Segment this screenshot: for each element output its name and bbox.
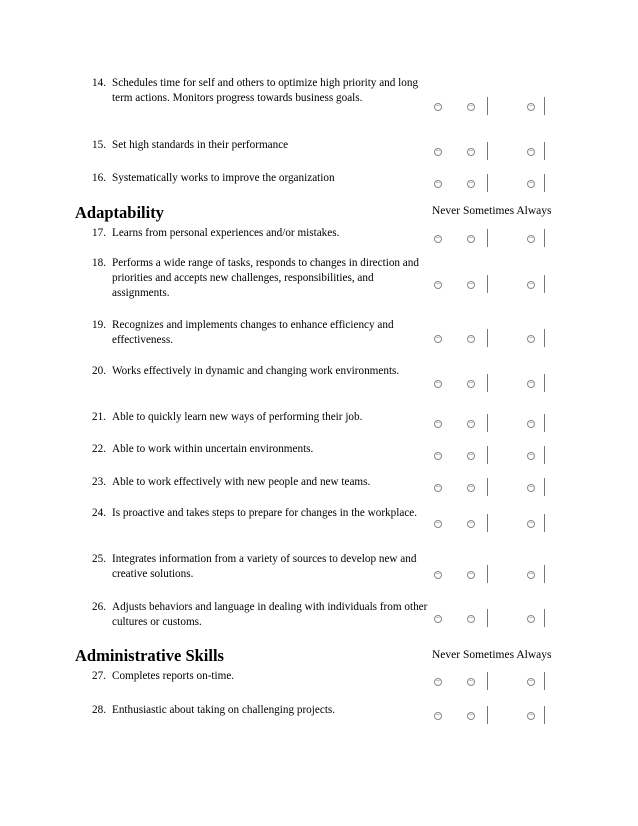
radio-never[interactable]: [434, 380, 442, 388]
question-text: Integrates information from a variety of sources to develop new and creative solutions.: [112, 553, 417, 580]
question-item: [92, 475, 432, 490]
radio-sometimes[interactable]: [467, 571, 475, 579]
divider: [487, 565, 488, 583]
question-item: [92, 410, 432, 425]
radio-always[interactable]: [527, 452, 535, 460]
divider: [487, 446, 488, 464]
radio-always[interactable]: [527, 520, 535, 528]
question-item: [92, 552, 432, 582]
question-number: 19.: [92, 319, 106, 331]
divider: [544, 174, 545, 192]
question-text: Is proactive and takes steps to prepare for changes in the workplace.: [112, 507, 418, 519]
scale-labels: Never Sometimes Always: [432, 649, 552, 661]
question-text: Adjusts behaviors and language in dealing with individuals from other cultures or customs.: [112, 601, 428, 628]
radio-sometimes[interactable]: [467, 380, 475, 388]
section-heading: Adaptability: [75, 203, 164, 222]
divider: [487, 672, 488, 690]
radio-sometimes[interactable]: [467, 180, 475, 188]
radio-never[interactable]: [434, 571, 442, 579]
radio-always[interactable]: [527, 235, 535, 243]
radio-never[interactable]: [434, 235, 442, 243]
radio-sometimes[interactable]: [467, 452, 475, 460]
radio-always[interactable]: [527, 571, 535, 579]
radio-never[interactable]: [434, 484, 442, 492]
question-number: 18.: [92, 257, 106, 269]
radio-never[interactable]: [434, 103, 442, 111]
divider: [544, 446, 545, 464]
radio-sometimes[interactable]: [467, 520, 475, 528]
radio-sometimes[interactable]: [467, 103, 475, 111]
question-number: 26.: [92, 601, 106, 613]
divider: [544, 514, 545, 532]
question-text: Enthusiastic about taking on challenging projects.: [112, 704, 336, 716]
divider: [487, 142, 488, 160]
radio-sometimes[interactable]: [467, 235, 475, 243]
divider: [544, 565, 545, 583]
question-number: 15.: [92, 139, 106, 151]
radio-sometimes[interactable]: [467, 484, 475, 492]
question-item: [92, 364, 432, 379]
scale-labels: Never Sometimes Always: [432, 205, 552, 217]
radio-never[interactable]: [434, 148, 442, 156]
question-text: Completes reports on-time.: [112, 670, 235, 682]
radio-always[interactable]: [527, 148, 535, 156]
question-number: 14.: [92, 77, 106, 89]
question-number: 25.: [92, 553, 106, 565]
question-item: [92, 318, 432, 348]
divider: [487, 514, 488, 532]
question-text: Systematically works to improve the organization: [112, 172, 335, 184]
divider: [544, 374, 545, 392]
question-text: Schedules time for self and others to optimize high priority and long term actions. Monitors progress towards business goals.: [112, 77, 419, 104]
divider: [487, 478, 488, 496]
divider: [544, 142, 545, 160]
radio-always[interactable]: [527, 484, 535, 492]
question-item: [92, 138, 432, 153]
divider: [487, 706, 488, 724]
divider: [487, 329, 488, 347]
question-number: 20.: [92, 365, 106, 377]
question-item: [92, 226, 432, 241]
radio-never[interactable]: [434, 520, 442, 528]
radio-sometimes[interactable]: [467, 678, 475, 686]
radio-sometimes[interactable]: [467, 335, 475, 343]
radio-always[interactable]: [527, 180, 535, 188]
divider: [544, 478, 545, 496]
question-number: 16.: [92, 172, 106, 184]
radio-always[interactable]: [527, 615, 535, 623]
divider: [487, 414, 488, 432]
question-text: Recognizes and implements changes to enhance efficiency and effectiveness.: [112, 319, 394, 346]
radio-never[interactable]: [434, 420, 442, 428]
radio-sometimes[interactable]: [467, 712, 475, 720]
question-text: Able to quickly learn new ways of performing their job.: [112, 411, 363, 423]
question-text: Able to work effectively with new people and new teams.: [112, 476, 371, 488]
question-number: 23.: [92, 476, 106, 488]
divider: [544, 329, 545, 347]
question-text: Set high standards in their performance: [112, 139, 289, 151]
radio-always[interactable]: [527, 420, 535, 428]
question-number: 21.: [92, 411, 106, 423]
question-item: [92, 506, 432, 521]
question-item: [92, 442, 432, 457]
divider: [544, 706, 545, 724]
radio-always[interactable]: [527, 380, 535, 388]
radio-always[interactable]: [527, 103, 535, 111]
divider: [487, 609, 488, 627]
question-number: 17.: [92, 227, 106, 239]
question-number: 22.: [92, 443, 106, 455]
question-item: [92, 256, 432, 301]
radio-never[interactable]: [434, 335, 442, 343]
question-item: [92, 76, 432, 106]
radio-never[interactable]: [434, 678, 442, 686]
divider: [487, 174, 488, 192]
question-item: [92, 600, 432, 630]
divider: [487, 275, 488, 293]
question-number: 24.: [92, 507, 106, 519]
radio-always[interactable]: [527, 712, 535, 720]
divider: [544, 414, 545, 432]
divider: [487, 374, 488, 392]
radio-never[interactable]: [434, 615, 442, 623]
question-text: Learns from personal experiences and/or mistakes.: [112, 227, 340, 239]
question-item: [92, 703, 432, 718]
radio-always[interactable]: [527, 678, 535, 686]
radio-never[interactable]: [434, 281, 442, 289]
divider: [544, 97, 545, 115]
question-text: Performs a wide range of tasks, responds to changes in direction and priorities and accepts new challenges, responsibilities, and assignments.: [112, 257, 419, 299]
radio-never[interactable]: [434, 452, 442, 460]
radio-always[interactable]: [527, 281, 535, 289]
question-text: Able to work within uncertain environments.: [112, 443, 314, 455]
divider: [544, 609, 545, 627]
section-heading: Administrative Skills: [75, 646, 224, 665]
question-item: [92, 171, 432, 186]
question-number: 28.: [92, 704, 106, 716]
radio-never[interactable]: [434, 712, 442, 720]
divider: [544, 672, 545, 690]
divider: [544, 275, 545, 293]
divider: [544, 229, 545, 247]
radio-always[interactable]: [527, 335, 535, 343]
radio-sometimes[interactable]: [467, 148, 475, 156]
question-text: Works effectively in dynamic and changing work environments.: [112, 365, 400, 377]
radio-never[interactable]: [434, 180, 442, 188]
radio-sometimes[interactable]: [467, 281, 475, 289]
radio-sometimes[interactable]: [467, 420, 475, 428]
question-number: 27.: [92, 670, 106, 682]
question-item: [92, 669, 432, 684]
divider: [487, 229, 488, 247]
radio-sometimes[interactable]: [467, 615, 475, 623]
divider: [487, 97, 488, 115]
